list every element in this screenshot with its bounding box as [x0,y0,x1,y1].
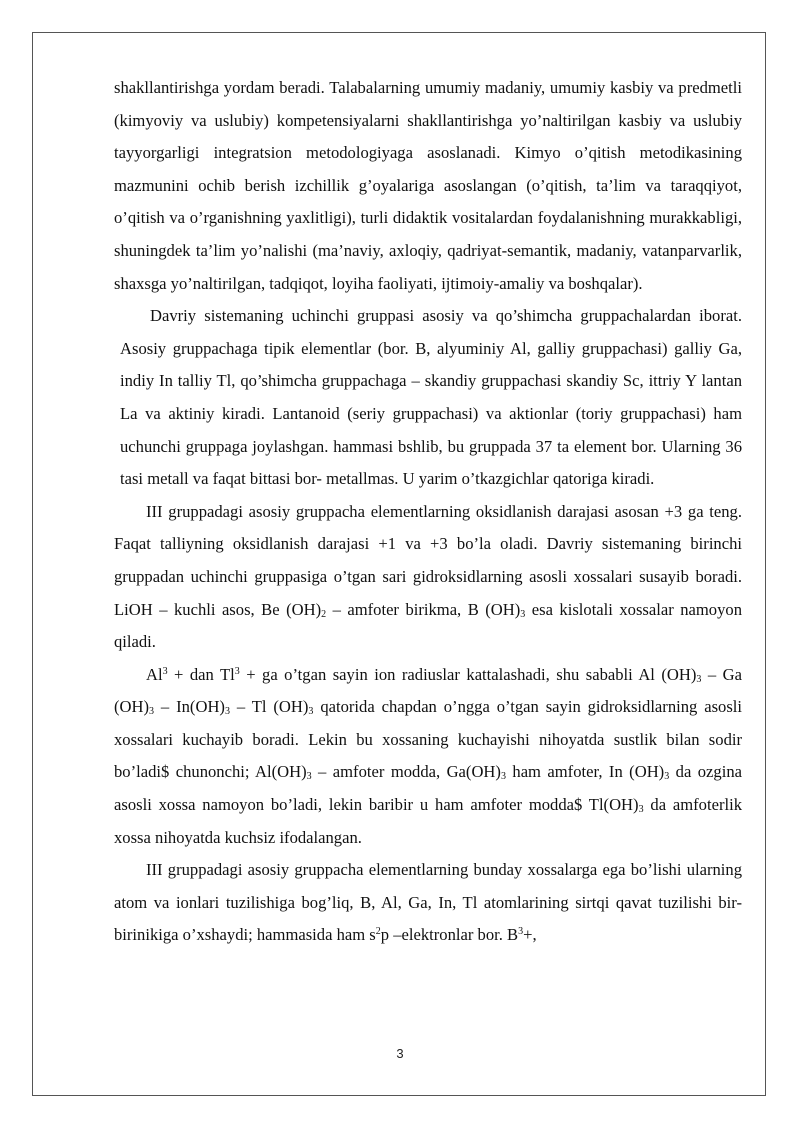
superscript: 3 [518,926,524,938]
text-run: + dan Tl [167,664,235,684]
paragraph-4 [114,659,742,855]
text-run: – amfoter birikma, B (OH) [326,599,521,619]
subscript: 3 [308,706,314,718]
text-run: – Ga (OH) [114,664,742,717]
text-run: esa kislotali xossalar namoyon qiladi. [114,599,742,652]
subscript: 3 [638,804,644,816]
paragraph-2: Davriy sistemaning uchinchi gruppasi asosiy va qo’shimcha gruppachalardan iborat. Asosiy gruppachaga tipik elementlar (bor. B, alyuminiy Al, galliy gruppachasi) galliy Ga, indiy In talliy Tl, qo’shimcha gruppachaga – skandiy gruppachasi skandiy Sc, ittriy Y lantan La va aktiniy kiradi. Lantanoid (seriy gruppachasi) va aktionlar (toriy gruppachasi) ham uchunchi gruppaga joylashgan. hammasi bshlib, bu gruppada 37 ta element bor. Ularning 36 tasi metall va faqat bittasi bor- metallmas. U yarim o’tkazgichlar qatoriga kiradi. [120,306,742,489]
subscript: 3 [696,673,702,685]
text-run: qatorida chapdan o’ngga o’tgan sayin gidroksidlarning asosli xossalari kuchayib boradi. Lekin bu xossaning kuchayishi nihoyatda sustlik bilan sodir bo’ladi$ chunonchi; Al(OH) [114,697,743,782]
text-run: +, [523,925,537,945]
text-run: ham amfoter, In (OH) [505,762,665,782]
subscript: 2 [321,608,327,620]
superscript: 3 [234,665,240,677]
subscript: 3 [306,771,312,783]
text-run: III gruppadagi asosiy gruppacha elementlarning oksidlanish darajasi asosan +3 ga teng. Faqat talliyning oksidlanish darajasi +1 va +3 bo’la oladi. Davriy sistemaning birinchi gruppadan uchinchi gruppasiga o’tgan sari gidroksidlarning asosli xossalari susayib boradi. LiOH – kuchli asos, Be (OH) [114,501,742,619]
subscript: 3 [500,771,506,783]
subscript: 3 [520,608,526,620]
subscript: 3 [664,771,670,783]
superscript: 3 [162,665,168,677]
page-number: 3 [396,1046,404,1061]
subscript: 3 [224,706,230,718]
paragraph-3 [114,496,742,659]
text-run: III gruppadagi asosiy gruppacha elementlarning bunday xossalarga ega bo’lishi ularning atom va ionlari tuzilishiga bog’liq, B, Al, Ga, In, Tl atomlarining sirtqi qavat tuzilishi bir- birinikiga o’xshaydi; hammasida ham s [114,860,742,945]
paragraph-5 [114,854,742,952]
subscript: 3 [149,706,155,718]
text-run: + ga o’tgan sayin ion radiuslar kattalashadi, shu sababli Al (OH) [239,664,697,684]
superscript: 2 [375,926,381,938]
text-run: – In(OH) [154,697,225,717]
text-run: – Tl (OH) [229,697,309,717]
text-run: da ozgina asosli xossa namoyon bo’ladi, lekin baribir u ham amfoter modda$ Tl(OH) [114,762,742,815]
text-run: Al [146,664,163,684]
document-body [114,72,742,952]
text-run: da amfoterlik xossa nihoyatda kuchsiz ifodalangan. [114,795,742,847]
text-run: p –elektronlar bor. B [380,925,519,945]
text-run: – amfoter modda, Ga(OH) [311,762,501,782]
paragraph-1: shakllantirishga yordam beradi. Talabalarning umumiy madaniy, umumiy kasbiy va predmetli (kimyoviy va uslubiy) kompetensiyalarni shakllantirishga yo’naltirilgan kasbiy va uslubiy tayyorgarligi integratsion metodologiyaga asoslanadi. Kimyo o’qitish metodikasining mazmunini ochib berish izchillik g’oyalariga asoslangan (o’qitish, ta’lim va taraqqiyot, o’qitish va o’rganishning yaxlitligi), turli didaktik vositalardan foydalanishning murakkabligi, shuningdek ta’lim yo’nalishi (ma’naviy, axloqiy, qadriyat-semantik, madaniy, vatanparvarlik, shaxsga yo’naltirilgan, tadqiqot, loyiha faoliyati, ijtimoiy-amaliy va boshqalar). [114,78,742,293]
